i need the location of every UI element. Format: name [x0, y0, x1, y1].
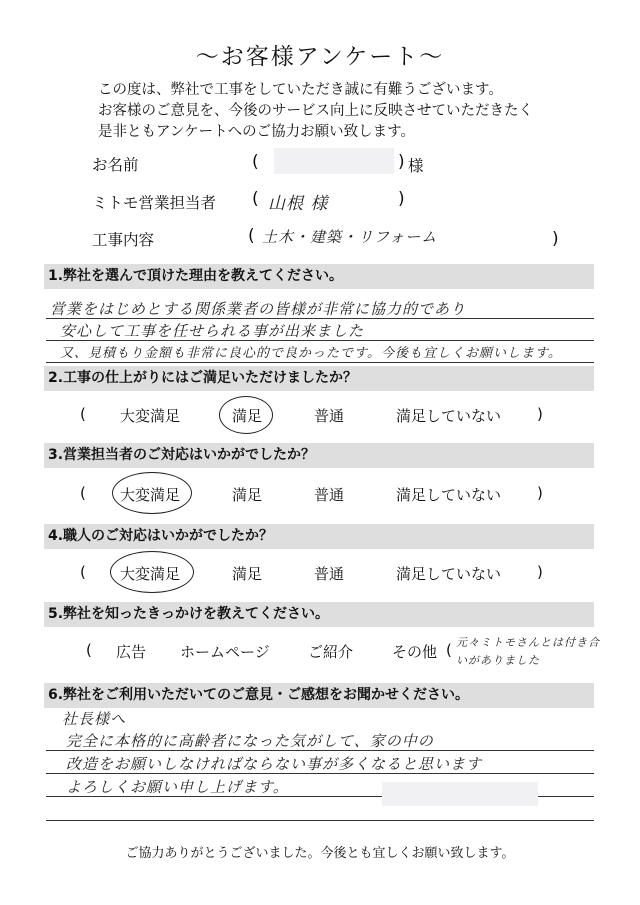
q3-selected-circle	[112, 472, 192, 514]
q1-answer-line-2: 安心して工事を任せられる事が出来ました	[60, 322, 365, 340]
q5-option-other[interactable]: その他	[392, 643, 438, 661]
q1-rule-3	[46, 362, 594, 363]
q6-answer-line-3: 改造をお願いしなければならない事が多くなると思います	[66, 755, 483, 773]
work-close-paren: )	[552, 229, 559, 249]
q6-text: 6.弊社をご利用いただいてのご意見・ご感想をお聞かせください。	[48, 687, 470, 703]
q5-other-value: 元々ミトモさんとは付き合いがありました	[456, 636, 600, 667]
survey-title: 〜お客様アンケート〜	[195, 44, 445, 70]
q3-text: 3.営業担当者のご対応はいかがでしたか？	[48, 447, 316, 463]
q4-close-paren: )	[537, 563, 543, 581]
q4-text: 4.職人のご対応はいかがでしたか？	[48, 528, 274, 544]
q5-text: 5.弊社を知ったきっかけを教えてください。	[48, 606, 330, 622]
q1-answer-line-1: 営業をはじめとする関係業者の皆様が非常に協力的であり	[50, 300, 467, 318]
q2-option-not-satisfied[interactable]: 満足していない	[396, 407, 502, 425]
q2-selected-circle	[219, 396, 273, 434]
q6-answer-line-2: 完全に本格的に高齢者になった気がして、家の中の	[66, 732, 434, 750]
intro-line-2: お客様のご意見を、今後のサービス向上に反映させていただきたく	[98, 103, 533, 119]
work-open-paren: (	[248, 226, 255, 246]
q4-option-very-satisfied[interactable]: 大変満足	[120, 565, 181, 583]
q2-close-paren: )	[537, 405, 543, 423]
q6-redaction	[382, 782, 538, 806]
work-label: 工事内容	[92, 231, 155, 249]
work-value: 土木・建築・リフォーム	[262, 228, 438, 246]
footer-thanks: ご協力ありがとうございました。今後とも宜しくお願い致します。	[125, 846, 515, 861]
sales-value: 山根 様	[268, 194, 329, 214]
q3-close-paren: )	[537, 484, 543, 502]
q2-option-satisfied[interactable]: 満足	[232, 407, 263, 425]
name-label: お名前	[92, 156, 139, 174]
q1-answer-line-3: 又、見積もり金額も非常に良心的で良かったです。今後も宜しくお願いします。	[60, 346, 562, 361]
name-open-paren: (	[252, 152, 259, 172]
q3-option-very-satisfied[interactable]: 大変満足	[120, 486, 181, 504]
q3-open-paren: (	[80, 484, 86, 502]
q4-selected-circle	[110, 551, 194, 593]
q3-option-satisfied[interactable]: 満足	[232, 486, 263, 504]
q5-other-open-paren: (	[446, 641, 452, 659]
q4-option-normal[interactable]: 普通	[314, 565, 345, 583]
sales-open-paren: (	[252, 189, 259, 209]
q2-text: 2.工事の仕上がりにはご満足いただけましたか？	[48, 370, 358, 386]
q5-option-homepage[interactable]: ホームページ	[180, 643, 270, 661]
name-redaction	[274, 148, 394, 174]
q4-option-not-satisfied[interactable]: 満足していない	[396, 565, 502, 583]
q2-option-very-satisfied[interactable]: 大変満足	[120, 407, 181, 425]
q2-open-paren: (	[80, 405, 86, 423]
q4-open-paren: (	[80, 563, 86, 581]
intro-line-3: 是非ともアンケートへのご協力お願い致します。	[98, 124, 415, 140]
sales-close-paren: )	[398, 189, 405, 209]
q5-option-ad[interactable]: 広告	[116, 643, 147, 661]
q1-text: 1.弊社を選んで頂けた理由を教えてください。	[48, 268, 344, 284]
q2-option-normal[interactable]: 普通	[314, 407, 345, 425]
q5-option-referral[interactable]: ご紹介	[308, 643, 354, 661]
q4-option-satisfied[interactable]: 満足	[232, 565, 263, 583]
sales-label: ミトモ営業担当者	[92, 194, 217, 212]
name-suffix: 様	[408, 157, 424, 175]
q6-rule-4	[46, 820, 594, 821]
q3-option-normal[interactable]: 普通	[314, 486, 345, 504]
q3-option-not-satisfied[interactable]: 満足していない	[396, 486, 502, 504]
q5-open-paren: (	[86, 641, 92, 659]
q6-answer-line-4: よろしくお願い申し上げます。	[66, 778, 289, 796]
intro-line-1: この度は、弊社で工事をしていただき誠に有難うございます。	[98, 82, 503, 98]
name-close-paren: )	[398, 152, 405, 172]
q6-answer-line-1: 社長様へ	[62, 710, 127, 728]
